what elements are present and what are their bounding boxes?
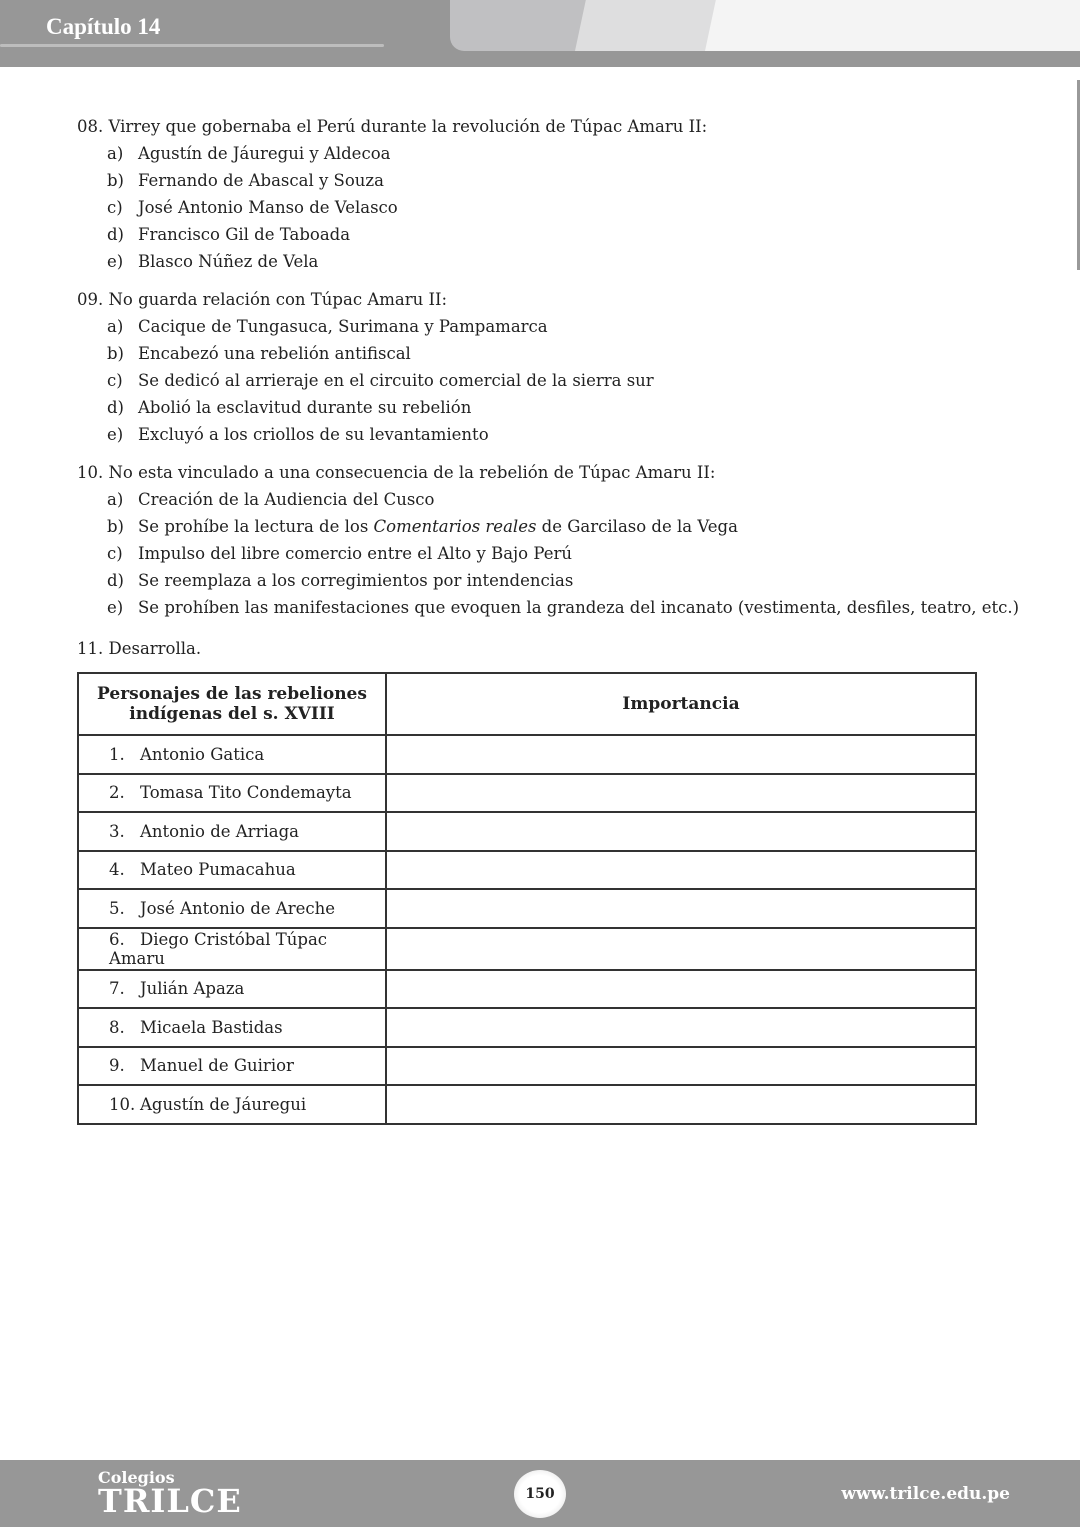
question-stem: 09. No guarda relación con Túpac Amaru II:: [77, 290, 448, 309]
personaje-cell: [78, 1085, 386, 1124]
option-letter: a): [107, 317, 124, 336]
option-text: Impulso del libre comercio entre el Alto y Bajo Perú: [138, 544, 572, 563]
option-text: Creación de la Audiencia del Cusco: [138, 490, 435, 509]
importancia-answer-cell[interactable]: [386, 774, 976, 813]
option-letter: b): [107, 344, 124, 363]
personaje-name: Micaela Bastidas: [140, 1017, 283, 1037]
option-letter: b): [107, 517, 124, 536]
development-table: [77, 672, 977, 1125]
question-09: [77, 286, 654, 448]
option-text: Se prohíbe la lectura de los Comentarios reales de Garcilaso de la Vega: [138, 517, 738, 536]
row-number: 10.: [109, 1094, 136, 1114]
option-text: Fernando de Abascal y Souza: [138, 171, 384, 190]
row-number: 1.: [109, 744, 125, 764]
importancia-answer-cell[interactable]: [386, 1047, 976, 1086]
personaje-cell: [78, 970, 386, 1009]
answer-option: [77, 421, 654, 448]
personaje-name: Diego Cristóbal Túpac Amaru: [109, 929, 328, 968]
answer-option: [77, 367, 654, 394]
option-letter: c): [107, 544, 123, 563]
question-10: [77, 459, 1019, 621]
option-text: Encabezó una rebelión antifiscal: [138, 344, 411, 363]
personaje-cell: [78, 851, 386, 890]
importancia-answer-cell[interactable]: [386, 851, 976, 890]
option-text: Francisco Gil de Taboada: [138, 225, 351, 244]
option-text: Abolió la esclavitud durante su rebelión: [138, 398, 472, 417]
table-row: [78, 774, 976, 813]
option-letter: d): [107, 225, 124, 244]
option-letter: e): [107, 598, 124, 617]
option-letter: e): [107, 252, 124, 271]
page-number: 150: [514, 1470, 566, 1518]
row-number: 6.: [109, 929, 125, 949]
row-number: 2.: [109, 783, 125, 803]
chapter-title: Capítulo 14: [46, 14, 161, 39]
table-row: [78, 889, 976, 928]
option-letter: e): [107, 425, 124, 444]
answer-option: [77, 394, 654, 421]
personaje-cell: [78, 1008, 386, 1047]
table-row: [78, 812, 976, 851]
answer-option: [77, 567, 1019, 594]
table-row: [78, 1085, 976, 1124]
option-text: Blasco Núñez de Vela: [138, 252, 319, 271]
option-letter: d): [107, 571, 124, 590]
option-letter: a): [107, 144, 124, 163]
personaje-cell: [78, 1047, 386, 1086]
column-header-importancia: Importancia: [386, 673, 976, 735]
row-number: 7.: [109, 979, 125, 999]
option-letter: d): [107, 398, 124, 417]
personaje-name: Agustín de Jáuregui: [140, 1094, 307, 1114]
personaje-cell: [78, 889, 386, 928]
option-letter: b): [107, 171, 124, 190]
importancia-answer-cell[interactable]: [386, 928, 976, 970]
personaje-name: José Antonio de Areche: [140, 898, 335, 918]
answer-option: [77, 486, 1019, 513]
table-row: [78, 735, 976, 774]
brand-logo: TRILCE: [98, 1482, 242, 1520]
brand-colegios: Colegios: [98, 1468, 175, 1487]
column-header-personajes: Personajes de las rebeliones indígenas del s. XVIII: [78, 673, 386, 735]
row-number: 4.: [109, 860, 125, 880]
option-text: Agustín de Jáuregui y Aldecoa: [138, 144, 391, 163]
table-row: [78, 970, 976, 1009]
answer-option: [77, 594, 1019, 621]
personaje-name: Antonio Gatica: [140, 744, 265, 764]
table-row: [78, 1008, 976, 1047]
answer-option: [77, 513, 1019, 540]
answer-option: [77, 340, 654, 367]
personaje-name: Antonio de Arriaga: [140, 821, 299, 841]
option-text: Se reemplaza a los corregimientos por intendencias: [138, 571, 574, 590]
table-row: [78, 1047, 976, 1086]
importancia-answer-cell[interactable]: [386, 970, 976, 1009]
answer-option: [77, 140, 707, 167]
row-number: 5.: [109, 898, 125, 918]
question-stem: 08. Virrey que gobernaba el Perú durante la revolución de Túpac Amaru II:: [77, 117, 708, 136]
table-row: [78, 928, 976, 970]
personaje-cell: [78, 812, 386, 851]
personaje-cell: [78, 928, 386, 970]
importancia-answer-cell[interactable]: [386, 889, 976, 928]
importancia-answer-cell[interactable]: [386, 1008, 976, 1047]
option-text: Se dedicó al arrieraje en el circuito comercial de la sierra sur: [138, 371, 654, 390]
importancia-answer-cell[interactable]: [386, 812, 976, 851]
personaje-name: Julián Apaza: [140, 979, 245, 999]
question-08: [77, 113, 707, 275]
importancia-answer-cell[interactable]: [386, 735, 976, 774]
answer-option: [77, 313, 654, 340]
answer-option: [77, 167, 707, 194]
option-text: Cacique de Tungasuca, Surimana y Pampamarca: [138, 317, 548, 336]
option-text: José Antonio Manso de Velasco: [138, 198, 398, 217]
answer-option: [77, 194, 707, 221]
website-url: www.trilce.edu.pe: [841, 1484, 1010, 1504]
option-text: Se prohíben las manifestaciones que evoquen la grandeza del incanato (vestimenta, desfiles, teatro, etc.): [138, 598, 1020, 617]
option-letter: c): [107, 198, 123, 217]
question-11-stem: 11. Desarrolla.: [77, 639, 202, 658]
table-row: [78, 851, 976, 890]
answer-option: [77, 540, 1019, 567]
importancia-answer-cell[interactable]: [386, 1085, 976, 1124]
personaje-name: Manuel de Guirior: [140, 1056, 294, 1076]
row-number: 8.: [109, 1017, 125, 1037]
personaje-name: Tomasa Tito Condemayta: [140, 783, 352, 803]
header-band: [0, 0, 1080, 67]
option-letter: c): [107, 371, 123, 390]
personaje-cell: [78, 774, 386, 813]
row-number: 3.: [109, 821, 125, 841]
question-stem: 10. No esta vinculado a una consecuencia de la rebelión de Túpac Amaru II:: [77, 463, 716, 482]
personaje-cell: [78, 735, 386, 774]
option-text: Excluyó a los criollos de su levantamiento: [138, 425, 489, 444]
answer-option: [77, 248, 707, 275]
row-number: 9.: [109, 1056, 125, 1076]
footer-band: [0, 1460, 1080, 1527]
personaje-name: Mateo Pumacahua: [140, 860, 296, 880]
answer-option: [77, 221, 707, 248]
option-letter: a): [107, 490, 124, 509]
